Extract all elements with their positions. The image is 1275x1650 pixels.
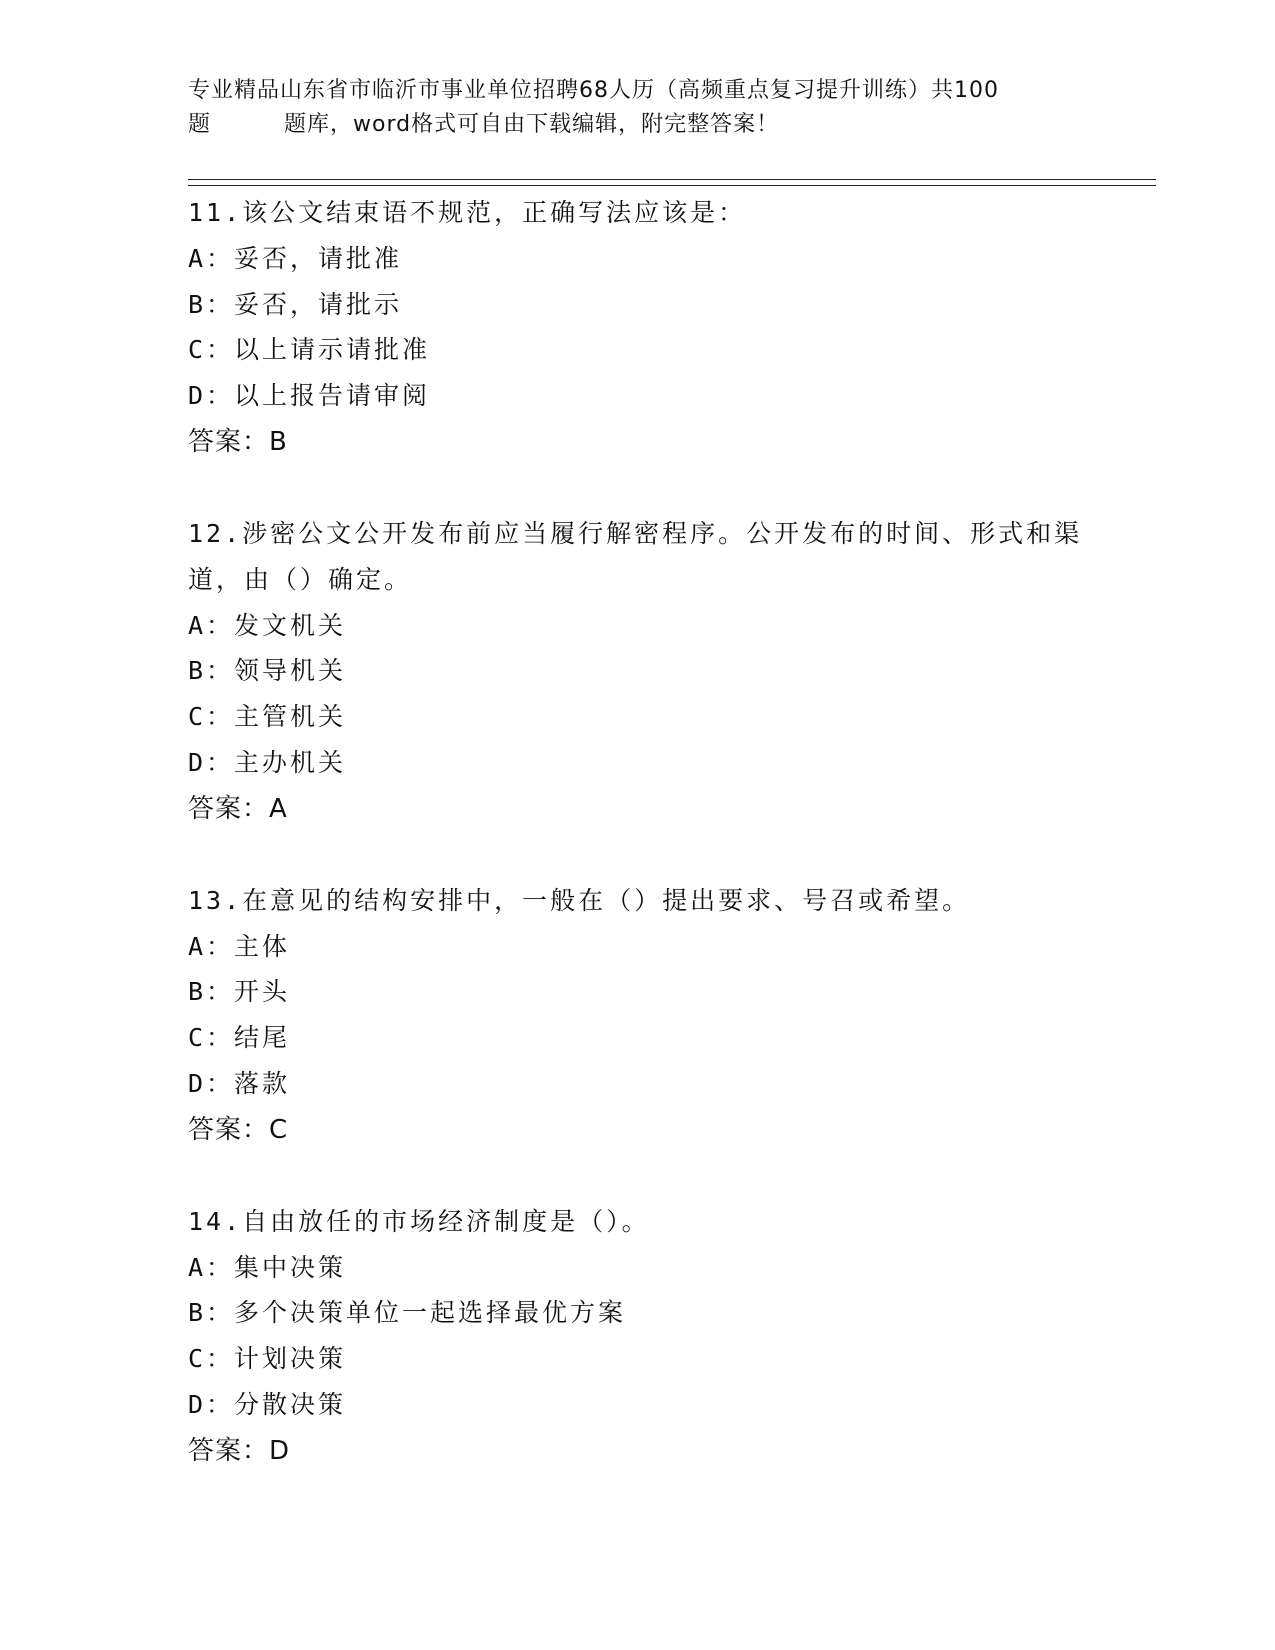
option-a: A：主体 xyxy=(188,931,291,961)
option-b: B：妥否，请批示 xyxy=(188,289,403,319)
question-13 xyxy=(188,878,1088,1153)
option-c: C：主管机关 xyxy=(188,702,347,732)
question-14 xyxy=(188,1199,1088,1474)
option-d: D：主办机关 xyxy=(188,747,347,777)
question-12 xyxy=(188,511,1088,832)
header-line-2-rest: 题库，word格式可自由下载编辑，附完整答案！ xyxy=(284,112,780,137)
header-line-1: 专业精品山东省市临沂市事业单位招聘68人历（高频重点复习提升训练）共100 xyxy=(188,78,999,103)
answer: 答案：D xyxy=(188,1435,291,1466)
header-line-2-lead: 题 xyxy=(188,112,212,137)
question-list xyxy=(188,190,1088,1520)
answer: 答案：C xyxy=(188,1114,289,1145)
question-text: 12.涉密公文公开发布前应当履行解密程序。公开发布的时间、形式和渠道，由（）确定。 xyxy=(188,518,1083,594)
option-d: D：以上报告请审阅 xyxy=(188,381,431,411)
option-b: B：多个决策单位一起选择最优方案 xyxy=(188,1298,627,1328)
option-c: C：计划决策 xyxy=(188,1344,347,1374)
option-d: D：落款 xyxy=(188,1068,291,1098)
header-double-rule xyxy=(188,179,1156,186)
option-d: D：分散决策 xyxy=(188,1389,347,1419)
question-text: 14.自由放任的市场经济制度是（）。 xyxy=(188,1206,650,1236)
header-line-2 xyxy=(188,108,1088,142)
question-text: 11.该公文结束语不规范，正确写法应该是： xyxy=(188,198,747,227)
answer: 答案：A xyxy=(188,793,288,824)
option-c: C：结尾 xyxy=(188,1023,291,1053)
question-text: 13.在意见的结构安排中，一般在（）提出要求、号召或希望。 xyxy=(188,885,971,915)
option-b: B：领导机关 xyxy=(188,656,347,686)
document-header xyxy=(188,74,1088,142)
option-a: A：发文机关 xyxy=(188,610,347,640)
option-a: A：集中决策 xyxy=(188,1252,347,1282)
question-11 xyxy=(188,190,1088,465)
answer: 答案：B xyxy=(188,426,288,457)
option-c: C：以上请示请批准 xyxy=(188,335,431,365)
option-b: B：开头 xyxy=(188,977,291,1007)
option-a: A：妥否，请批准 xyxy=(188,243,403,273)
